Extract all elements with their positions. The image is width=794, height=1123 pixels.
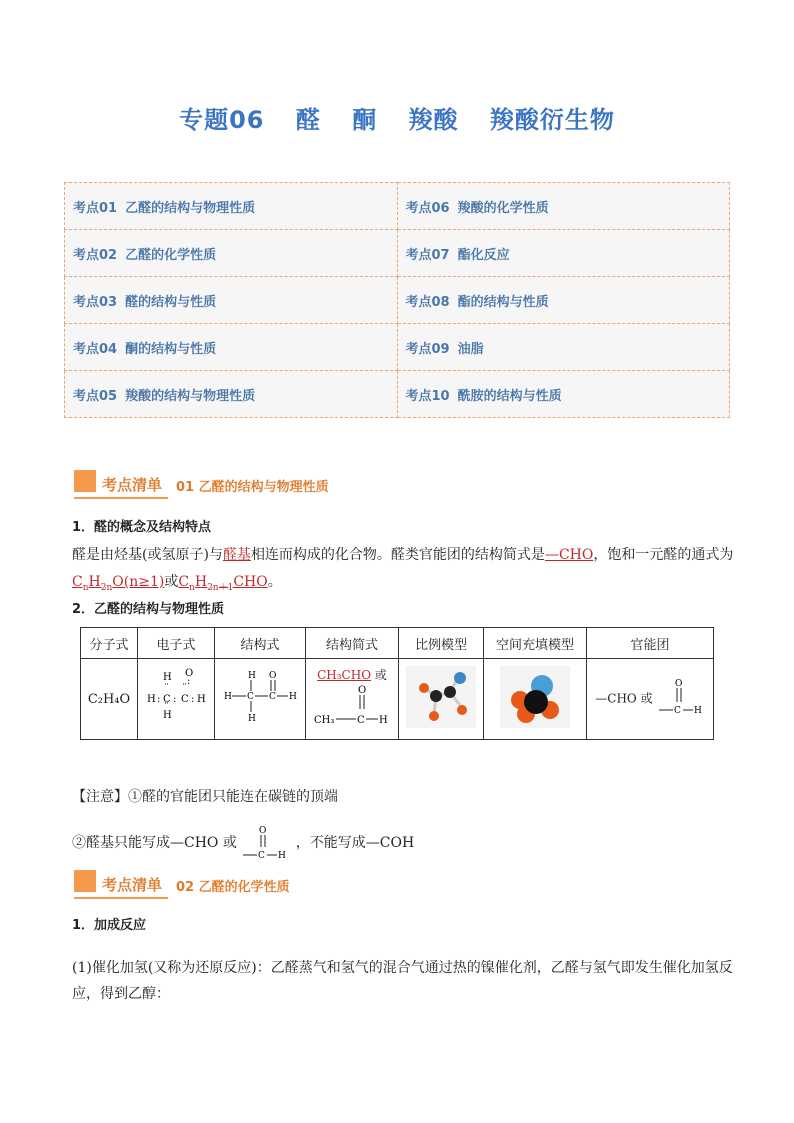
- svg-text:O: O: [259, 826, 267, 836]
- heading: 1．加成反应: [72, 918, 147, 933]
- svg-text:H: H: [289, 692, 297, 702]
- svg-text:H: H: [248, 671, 256, 681]
- title-part: 醛: [295, 106, 321, 134]
- svg-text:H: H: [163, 710, 172, 721]
- svg-text:¨: ¨: [182, 683, 187, 694]
- properties-table: 分子式 电子式 结构式 结构简式 比例模型 空间充填模型 官能团 C₂H₄O H O : H : C : C : H ¨ H ¨ ¨ H H C C H H O CH₃CHO 或 O CH₃ C H —CHO 或 O C H: [80, 627, 714, 740]
- ball-stick-model-image: [399, 659, 484, 740]
- svg-text:C: C: [357, 714, 365, 726]
- formula-cell: C₂H₄O: [81, 659, 138, 740]
- svg-text:O: O: [185, 668, 194, 679]
- svg-text:H: H: [224, 692, 232, 702]
- paragraph: 应，得到乙醇：: [72, 986, 170, 1002]
- toc-item[interactable]: 考点09 油脂: [397, 324, 730, 371]
- svg-text:H: H: [163, 672, 172, 683]
- svg-text:C: C: [163, 694, 171, 705]
- page-title: [0, 100, 794, 135]
- paragraph: $C_nH_{2n}O(n\ge 1)$或$C_nH_{2n+1}CHO$。: [72, 574, 282, 593]
- toc-item[interactable]: 考点03 醛的结构与性质: [65, 277, 398, 324]
- svg-text:H: H: [197, 694, 206, 705]
- svg-text:C: C: [269, 692, 276, 702]
- svg-text:O: O: [674, 679, 683, 689]
- paragraph: 醛是由烃基(或氢原子)与醛基相连而构成的化合物。醛类官能团的结构简式是—CHO，饱和一元醛的通式为: [72, 547, 734, 563]
- svg-text::: :: [157, 694, 161, 705]
- svg-text:CH₃: CH₃: [314, 714, 335, 726]
- svg-text:H: H: [147, 694, 156, 705]
- electron-formula: [138, 659, 215, 740]
- paragraph: (1)催化加氢(又称为还原反应)：乙醛蒸气和氢气的混合气通过热的镍催化剂，乙醛与氢气即发生催化加氢反: [72, 960, 733, 976]
- note: 【注意】①醛的官能团只能连在碳链的顶端: [72, 789, 338, 805]
- heading: 1．醛的概念及结构特点: [72, 520, 212, 535]
- svg-text:O: O: [269, 671, 277, 681]
- svg-text:H: H: [379, 714, 388, 726]
- note: ②醛基只能写成—CHO 或 O C H ，不能写成—COH: [72, 826, 415, 861]
- toc-item[interactable]: 考点04 酮的结构与性质: [65, 324, 398, 371]
- svg-text:H: H: [693, 706, 702, 716]
- space-filling-model-image: [484, 659, 587, 740]
- heading: 2．乙醛的结构与物理性质: [72, 602, 225, 617]
- svg-text:C: C: [258, 851, 266, 861]
- toc-item[interactable]: 考点06 羧酸的化学性质: [397, 183, 730, 230]
- toc-table: [64, 182, 730, 418]
- svg-text:C: C: [181, 694, 189, 705]
- svg-text:C: C: [247, 692, 254, 702]
- svg-text:¨: ¨: [164, 683, 169, 694]
- title-part: 羧酸衍生物: [489, 106, 615, 134]
- svg-text:O: O: [358, 684, 367, 696]
- section-header: 考点清单 01 乙醛的结构与物理性质: [74, 470, 374, 500]
- title-part: 酮: [352, 106, 378, 134]
- toc-item[interactable]: 考点10 酰胺的结构与性质: [397, 371, 730, 418]
- section-square-icon: [74, 870, 96, 892]
- toc-item[interactable]: 考点08 酯的结构与性质: [397, 277, 730, 324]
- svg-text::: :: [187, 676, 191, 687]
- svg-text::: :: [191, 694, 195, 705]
- toc-item[interactable]: 考点02 乙醛的化学性质: [65, 230, 398, 277]
- toc-item[interactable]: 考点01 乙醛的结构与物理性质: [65, 183, 398, 230]
- title-part: 羧酸: [408, 106, 459, 134]
- svg-text:H: H: [278, 851, 287, 861]
- toc-item[interactable]: 考点05 羧酸的结构与物理性质: [65, 371, 398, 418]
- section-square-icon: [74, 470, 96, 492]
- svg-text:C: C: [673, 706, 681, 716]
- section-header: 考点清单 02 乙醛的化学性质: [74, 870, 374, 900]
- svg-text:H: H: [248, 714, 256, 724]
- title-part: 专题06: [179, 106, 265, 134]
- svg-text:¨: ¨: [164, 702, 169, 713]
- toc-item[interactable]: 考点07 酯化反应: [397, 230, 730, 277]
- functional-group: —CHO 或 O C H: [587, 659, 714, 740]
- simple-formula: CH₃CHO 或 O CH₃ C H: [306, 659, 399, 740]
- structural-formula: [215, 659, 306, 740]
- svg-text::: :: [173, 694, 177, 705]
